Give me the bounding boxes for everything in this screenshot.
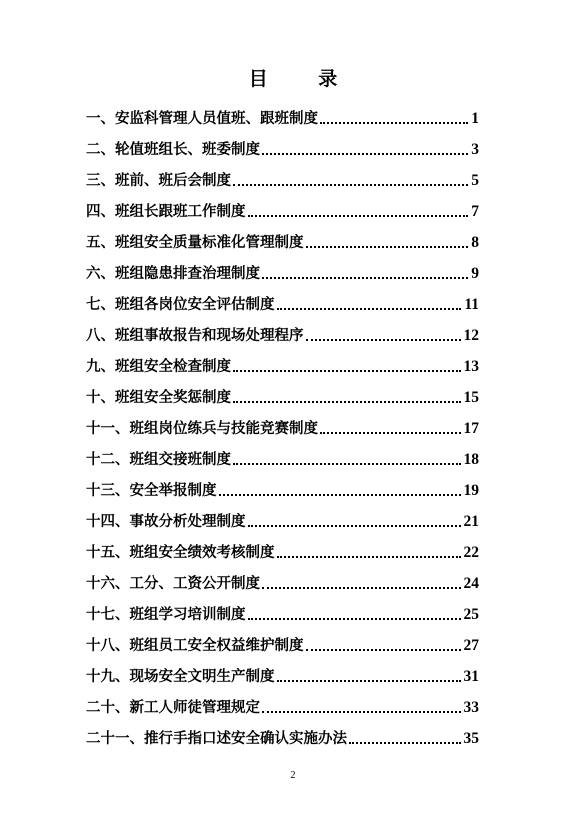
toc-entry xyxy=(86,562,479,593)
toc-dot-leader xyxy=(233,184,468,186)
toc-entry-page: 22 xyxy=(463,544,479,561)
toc-entry xyxy=(86,314,479,345)
toc-entry-label: 十六、工分、工资公开制度 xyxy=(86,575,260,592)
toc-entry-label: 四、班组长跟班工作制度 xyxy=(86,203,246,220)
toc-entry-page: 13 xyxy=(463,358,479,375)
toc-entry-label: 十四、事故分析处理制度 xyxy=(86,513,246,530)
toc-entry xyxy=(86,376,479,407)
toc-entry xyxy=(86,717,479,748)
toc-entry-page: 25 xyxy=(463,606,479,623)
toc-entry xyxy=(86,407,479,438)
toc-entry-label: 十一、班组岗位练兵与技能竞赛制度 xyxy=(86,420,318,437)
toc-dot-leader xyxy=(320,432,461,434)
toc-entry-page: 9 xyxy=(471,265,479,282)
toc-dot-leader xyxy=(262,153,468,155)
table-of-contents xyxy=(86,97,479,748)
toc-dot-leader xyxy=(306,649,461,651)
toc-dot-leader xyxy=(233,401,461,403)
toc-entry-label: 十五、班组安全绩效考核制度 xyxy=(86,544,275,561)
toc-entry-label: 十、班组安全奖惩制度 xyxy=(86,389,231,406)
toc-dot-leader xyxy=(306,339,461,341)
toc-dot-leader xyxy=(277,680,461,682)
toc-entry-page: 3 xyxy=(471,141,479,158)
toc-entry-label: 十九、现场安全文明生产制度 xyxy=(86,668,275,685)
toc-entry xyxy=(86,221,479,252)
toc-dot-leader xyxy=(233,370,461,372)
toc-entry xyxy=(86,686,479,717)
toc-dot-leader xyxy=(349,742,461,744)
toc-entry-page: 27 xyxy=(463,637,479,654)
toc-entry-page: 17 xyxy=(463,420,479,437)
toc-entry-label: 五、班组安全质量标准化管理制度 xyxy=(86,234,304,251)
page-number: 2 xyxy=(290,770,296,781)
toc-entry-label: 八、班组事故报告和现场处理程序 xyxy=(86,327,304,344)
toc-entry-label: 九、班组安全检查制度 xyxy=(86,358,231,375)
toc-dot-leader xyxy=(233,463,461,465)
toc-entry-label: 七、班组各岗位安全评估制度 xyxy=(86,296,275,313)
toc-entry xyxy=(86,500,479,531)
toc-entry-page: 12 xyxy=(463,327,479,344)
toc-dot-leader xyxy=(262,711,461,713)
toc-entry-label: 十八、班组员工安全权益维护制度 xyxy=(86,637,304,654)
toc-dot-leader xyxy=(262,277,468,279)
toc-entry xyxy=(86,345,479,376)
toc-dot-leader xyxy=(262,587,461,589)
toc-entry-page: 1 xyxy=(471,110,479,127)
toc-entry-label: 十七、班组学习培训制度 xyxy=(86,606,246,623)
toc-dot-leader xyxy=(306,246,469,248)
toc-entry-label: 三、班前、班后会制度 xyxy=(86,172,231,189)
toc-dot-leader xyxy=(248,215,469,217)
toc-entry xyxy=(86,438,479,469)
toc-entry-page: 33 xyxy=(463,699,479,716)
toc-dot-leader xyxy=(248,525,461,527)
toc-entry xyxy=(86,128,479,159)
toc-dot-leader xyxy=(277,556,461,558)
toc-dot-leader xyxy=(277,308,462,310)
toc-entry xyxy=(86,624,479,655)
toc-entry xyxy=(86,655,479,686)
toc-entry-label: 二十、新工人师徒管理规定 xyxy=(86,699,260,716)
toc-entry-page: 5 xyxy=(471,172,479,189)
toc-entry-page: 21 xyxy=(463,513,479,530)
toc-entry-page: 7 xyxy=(471,203,479,220)
toc-entry-label: 十二、班组交接班制度 xyxy=(86,451,231,468)
toc-dot-leader xyxy=(219,494,461,496)
toc-entry xyxy=(86,252,479,283)
toc-dot-leader xyxy=(248,618,461,620)
toc-entry xyxy=(86,190,479,221)
toc-entry-label: 六、班组隐患排查治理制度 xyxy=(86,265,260,282)
toc-entry-page: 15 xyxy=(463,389,479,406)
toc-entry-page: 19 xyxy=(463,482,479,499)
toc-entry-page: 18 xyxy=(463,451,479,468)
toc-entry-label: 十三、安全举报制度 xyxy=(86,482,217,499)
toc-entry-page: 35 xyxy=(463,730,479,747)
toc-entry xyxy=(86,531,479,562)
toc-entry-page: 31 xyxy=(463,668,479,685)
toc-entry-label: 一、安监科管理人员值班、跟班制度 xyxy=(86,110,318,127)
toc-entry-label: 二十一、推行手指口述安全确认实施办法 xyxy=(86,730,347,747)
toc-entry-page: 11 xyxy=(464,296,479,313)
toc-entry xyxy=(86,593,479,624)
toc-title: 目 录 xyxy=(248,68,360,90)
toc-entry xyxy=(86,159,479,190)
toc-entry-page: 8 xyxy=(471,234,479,251)
toc-entry xyxy=(86,469,479,500)
toc-entry xyxy=(86,97,479,128)
toc-entry-label: 二、轮值班组长、班委制度 xyxy=(86,141,260,158)
toc-dot-leader xyxy=(320,122,468,124)
toc-entry xyxy=(86,283,479,314)
toc-entry-page: 24 xyxy=(463,575,479,592)
